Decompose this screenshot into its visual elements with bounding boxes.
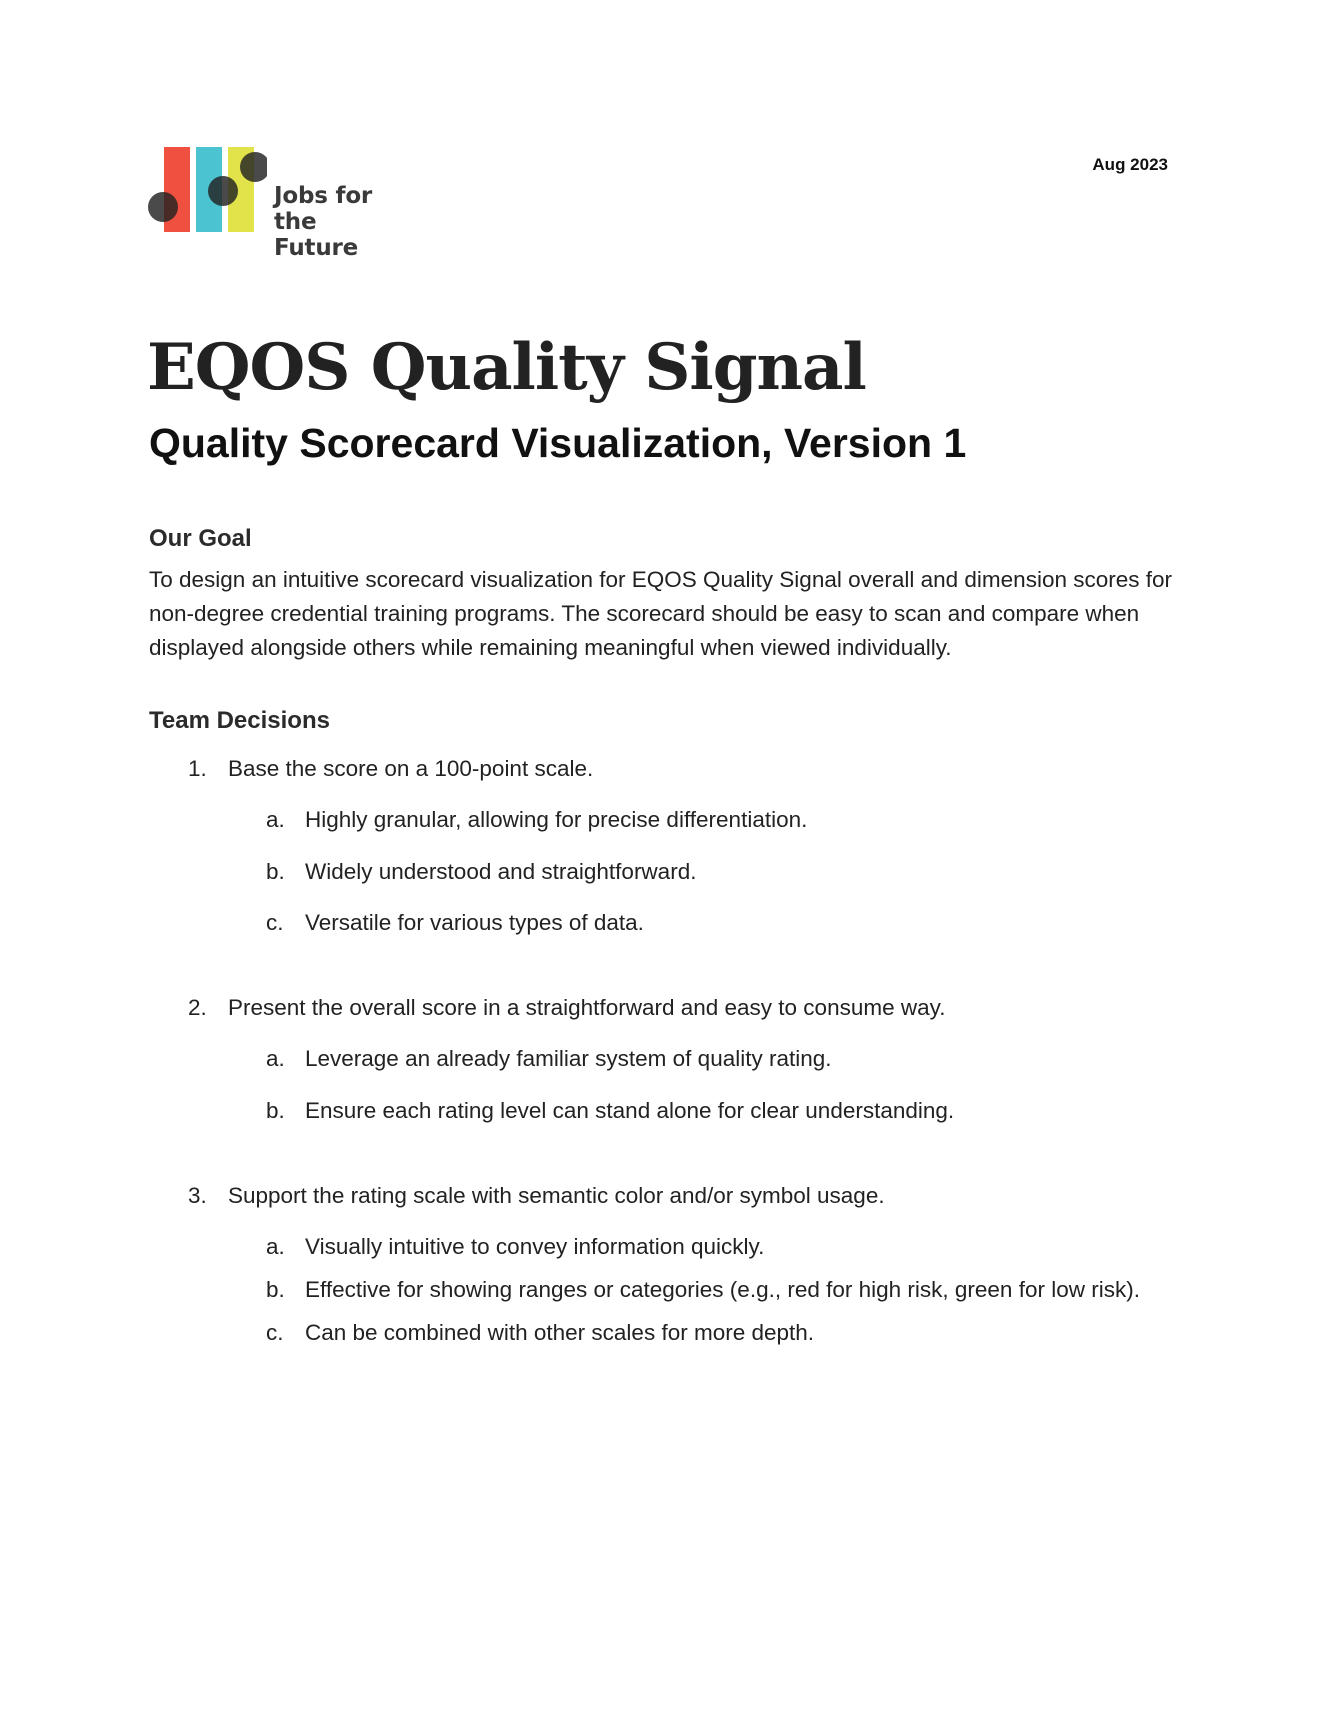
- list-marker: 3.: [188, 1183, 207, 1208]
- list-item-text: Effective for showing ranges or categories (e.g., red for high risk, green for low risk).: [305, 1277, 1140, 1302]
- page-subtitle: Quality Scorecard Visualization, Version 1: [149, 420, 967, 466]
- list-item-text: Can be combined with other scales for more depth.: [305, 1320, 815, 1345]
- page-title: EQOS Quality Signal: [147, 330, 866, 405]
- list-marker: a.: [266, 1046, 285, 1071]
- logo-dot-2: [208, 176, 238, 206]
- list-item-text: Visually intuitive to convey information quickly.: [305, 1234, 765, 1259]
- list-item-text: Versatile for various types of data.: [305, 910, 644, 935]
- goal-paragraph: To design an intuitive scorecard visualization for EQOS Quality Signal overall and dimension scores for non-degree credential training programs. The scorecard should be easy to scan and compare when displayed alongside others while remaining meaningful when viewed individually.: [149, 567, 1173, 660]
- list-marker: b.: [266, 1098, 285, 1123]
- list-marker: c.: [266, 910, 284, 935]
- decisions-heading: Team Decisions: [149, 707, 330, 734]
- list-marker: 2.: [188, 995, 207, 1020]
- list-marker: a.: [266, 807, 285, 832]
- jff-logo: [147, 145, 407, 261]
- list-item-text: Highly granular, allowing for precise differentiation.: [305, 807, 808, 832]
- list-item-text: Present the overall score in a straightforward and easy to consume way.: [228, 995, 946, 1020]
- logo-wordmark: [274, 183, 407, 261]
- list-marker: 1.: [188, 756, 207, 781]
- list-item-text: Widely understood and straightforward.: [305, 859, 697, 884]
- list-marker: c.: [266, 1320, 284, 1345]
- list-marker: a.: [266, 1234, 285, 1259]
- logo-line-2: the Future: [274, 209, 359, 261]
- list-marker: b.: [266, 859, 285, 884]
- list-item-text: Base the score on a 100-point scale.: [228, 756, 594, 781]
- document-date: Aug 2023: [1092, 155, 1168, 174]
- list-item-text: Support the rating scale with semantic color and/or symbol usage.: [228, 1183, 885, 1208]
- logo-line-1: Jobs for: [274, 183, 373, 209]
- list-marker: b.: [266, 1277, 285, 1302]
- goal-heading: Our Goal: [149, 525, 252, 552]
- logo-mark-icon: [147, 145, 267, 235]
- list-item-text: Ensure each rating level can stand alone for clear understanding.: [305, 1098, 955, 1123]
- list-item-text: Leverage an already familiar system of quality rating.: [305, 1046, 832, 1071]
- logo-dot-1: [148, 192, 178, 222]
